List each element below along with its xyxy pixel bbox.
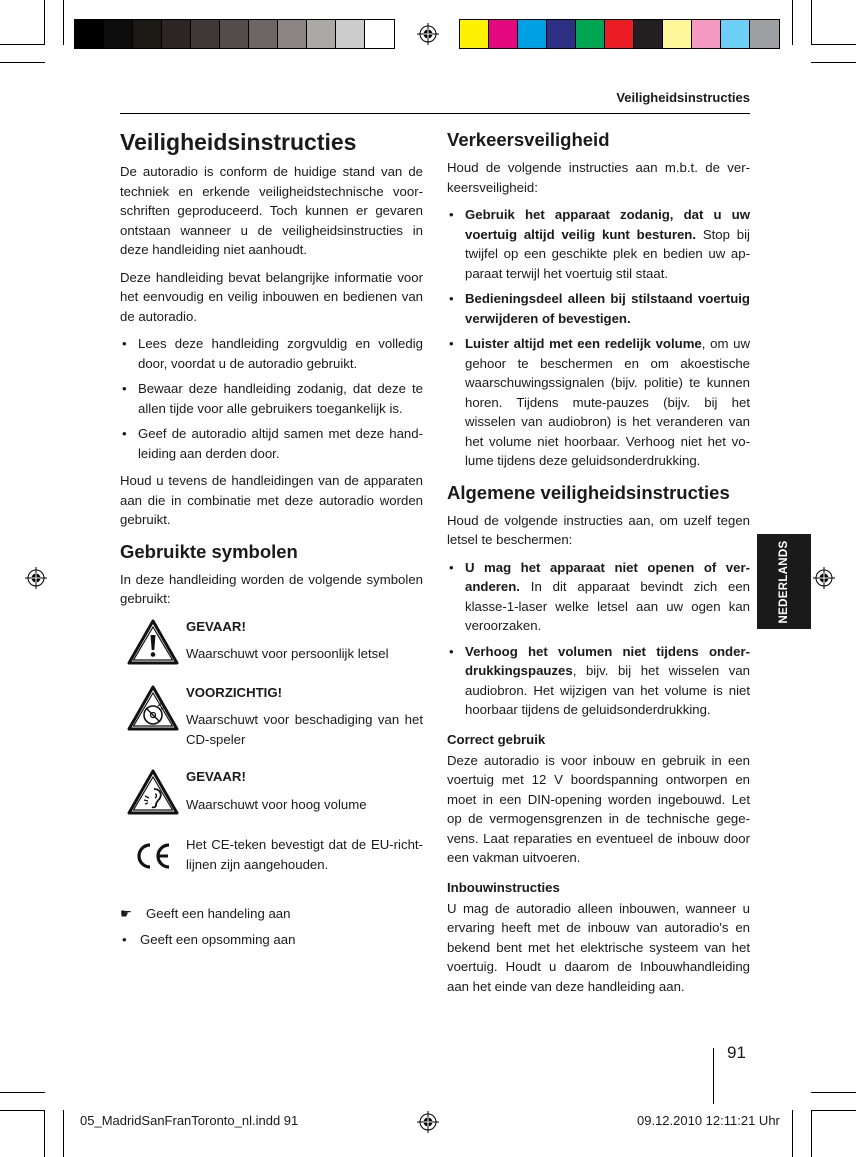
- symbol-row-caution: [120, 683, 423, 750]
- traffic-heading: Verkeersveiligheid: [447, 129, 610, 150]
- symbols-heading: Gebruikte symbolen: [120, 540, 298, 562]
- crop-mark: [63, 0, 64, 45]
- symbol-description: Waarschuwt voor beschadiging van het CD-speler: [186, 712, 423, 747]
- symbol-title: GEVAAR!: [186, 769, 246, 784]
- crop-mark: [811, 44, 856, 45]
- crop-mark: [44, 1110, 45, 1157]
- list-item: • Lees deze handleiding zorgvuldig en volledig door, voordat u de autoradio gebruikt.: [122, 336, 423, 371]
- registration-mark-icon: [417, 23, 439, 45]
- gray-color-bar: [74, 19, 395, 49]
- symbol-row-ce: [120, 835, 423, 874]
- color-swatch: [605, 20, 634, 48]
- color-swatch: [663, 20, 692, 48]
- crop-mark: [811, 1110, 812, 1157]
- list-item: • Bedieningsdeel alleen bij stilstaand voertuig verwijderen of bevestigen.: [449, 291, 750, 326]
- color-swatch: [489, 20, 518, 48]
- slug-timestamp: 09.12.2010 12:11:21 Uhr: [637, 1113, 780, 1128]
- language-tab: [757, 534, 811, 629]
- crop-mark: [0, 1110, 45, 1111]
- color-swatch: [634, 20, 663, 48]
- crop-mark: [0, 44, 45, 45]
- symbol-description: Het CE-teken bevestigt dat de EU-richtlijnen zijn aangehouden.: [186, 837, 423, 872]
- install-text: U mag de autoradio alleen inbouwen, wanneer u ervaring heeft met de inbouw van autoradio's en bekend bent met het elektrische systeem van het voertuig. Houdt u daarom de Inbouwhandleiding aan het einde van deze handleiding aan.: [447, 900, 750, 994]
- other-manuals-paragraph: Houd u tevens de handleidingen van de apparaten aan die in combinatie met deze autoradio worden gebruikt.: [120, 473, 423, 527]
- crop-mark: [811, 0, 812, 45]
- left-column: [120, 128, 423, 949]
- color-swatch: [220, 20, 249, 48]
- page-title: Veiligheidsinstructies: [120, 129, 357, 155]
- legend-action-row: [120, 904, 423, 924]
- color-swatch: [162, 20, 191, 48]
- running-header: Veiligheidsinstructies: [616, 90, 750, 105]
- ce-mark-icon: [133, 841, 173, 871]
- crop-mark: [44, 0, 45, 45]
- process-color-bar: [459, 19, 780, 49]
- color-swatch: [547, 20, 576, 48]
- traffic-bullet-list: [447, 205, 750, 471]
- right-column: [447, 128, 750, 1004]
- symbol-title: VOORZICHTIG!: [186, 684, 282, 700]
- symbol-row-volume: [120, 767, 423, 815]
- color-swatch: [576, 20, 605, 48]
- legend-list-row: [120, 930, 423, 950]
- info-paragraph: Deze handleiding bevat belangrijke informatie voor het eenvoudig en veilig inbouwen en bedienen van de autoradio.: [120, 269, 423, 324]
- page-number: 91: [727, 1043, 746, 1062]
- symbol-row-danger: [120, 617, 423, 665]
- color-swatch: [104, 20, 133, 48]
- bullet-icon: •: [122, 931, 127, 947]
- warning-exclamation-icon: [127, 619, 179, 665]
- color-swatch: [518, 20, 547, 48]
- list-item: • Luister altijd met een redelijk volume, om uw gehoor te beschermen en om akoestische waarschuwingssignalen (bijv. politie) te kunnen horen. Tijdens mute-pauzes (bijv. bij het wisselen van audiobron) is het veranderen van het volume niet hoorbaar. Verhoog niet het volume tijdens deze geluidsonderdrukking.: [449, 336, 751, 468]
- color-swatch: [721, 20, 750, 48]
- list-item: • U mag het apparaat niet openen of veranderen. In dit apparaat bevindt zich een klasse-1-laser welke letsel aan uw ogen kan veroorzaken.: [449, 559, 750, 633]
- crop-mark: [811, 1110, 856, 1111]
- general-heading: Algemene veiligheidsinstructies: [447, 481, 730, 503]
- registration-mark-icon: [25, 567, 47, 589]
- color-swatch: [133, 20, 162, 48]
- list-item: • Gebruik het apparaat zodanig, dat u uw voertuig altijd veilig kunt besturen. Stop bij twijfel op een geschikte plek en bedien uw apparaat terwijl het voertuig stil staat.: [449, 207, 750, 281]
- color-swatch: [460, 20, 489, 48]
- correct-use-heading: Correct gebruik: [447, 731, 546, 747]
- cd-damage-warning-icon: [127, 685, 179, 731]
- legend-action-text: Geeft een handeling aan: [146, 906, 291, 921]
- symbol-description: Waarschuwt voor hoog volume: [186, 796, 367, 812]
- language-tab-label: NEDERLANDS: [778, 540, 790, 623]
- color-swatch: [365, 20, 394, 48]
- color-swatch: [307, 20, 336, 48]
- color-swatch: [278, 20, 307, 48]
- color-swatch: [75, 20, 104, 48]
- traffic-intro: Houd de volgende instructies aan m.b.t. de verkeersveiligheid:: [447, 160, 750, 195]
- loud-volume-warning-icon: [127, 769, 179, 815]
- header-rule: [120, 113, 750, 114]
- crop-mark: [63, 1110, 64, 1157]
- registration-mark-icon: [813, 567, 835, 589]
- pointing-hand-icon: ☛: [120, 906, 132, 921]
- list-item: • Bewaar deze handleiding zodanig, dat deze te allen tijde voor alle gebruikers toegankelijk is.: [122, 381, 423, 416]
- list-item: • Geef de autoradio altijd samen met deze handleiding aan derden door.: [122, 426, 423, 461]
- crop-mark: [792, 0, 793, 45]
- crop-mark: [0, 1092, 45, 1093]
- list-item: • Verhoog het volumen niet tijdens onderdrukkingspauzes, bijv. bij het wisselen van audiobron. Het wijzigen van het volume is niet hoorbaar tijdens de geluidsonderdrukking.: [449, 643, 750, 717]
- color-swatch: [191, 20, 220, 48]
- crop-mark: [792, 1110, 793, 1157]
- legend-list-text: Geeft een opsomming aan: [140, 931, 296, 947]
- symbol-title: GEVAAR!: [186, 618, 246, 634]
- manual-bullet-list: [120, 334, 423, 463]
- page-number-rule: [713, 1048, 714, 1104]
- crop-mark: [0, 62, 45, 63]
- color-swatch: [336, 20, 365, 48]
- slug-filename: 05_MadridSanFranToronto_nl.indd 91: [80, 1113, 299, 1128]
- intro-paragraph: De autoradio is conform de huidige stand van de techniek en erkende veiligheidstechnische voorschriften geproduceerd. Toch kunnen er gevaren ontstaan wanneer u de veiligheidsinstructies in deze handleiding niet aanhoudt.: [120, 164, 423, 257]
- general-intro: Houd de volgende instructies aan, om uzelf tegen letsel te beschermen:: [447, 512, 750, 547]
- color-swatch: [750, 20, 779, 48]
- install-heading: Inbouwinstructies: [447, 879, 560, 895]
- crop-mark: [811, 62, 856, 63]
- crop-mark: [811, 1092, 856, 1093]
- color-swatch: [249, 20, 278, 48]
- general-bullet-list: [447, 558, 750, 720]
- color-swatch: [692, 20, 721, 48]
- symbols-intro: In deze handleiding worden de volgende symbolen gebruikt:: [120, 571, 423, 606]
- correct-use-text: Deze autoradio is voor inbouw en gebruik in een voertuig met 12 V boordspanning ontworpen en moet in een DIN-opening worden ingebouwd. Let op de vermogensgrenzen in de technische gegevens. Laat reparaties en eventueel de inbouw door een vakman uitvoeren.: [447, 752, 750, 865]
- symbol-description: Waarschuwt voor persoonlijk letsel: [186, 646, 389, 661]
- registration-mark-icon: [417, 1111, 439, 1133]
